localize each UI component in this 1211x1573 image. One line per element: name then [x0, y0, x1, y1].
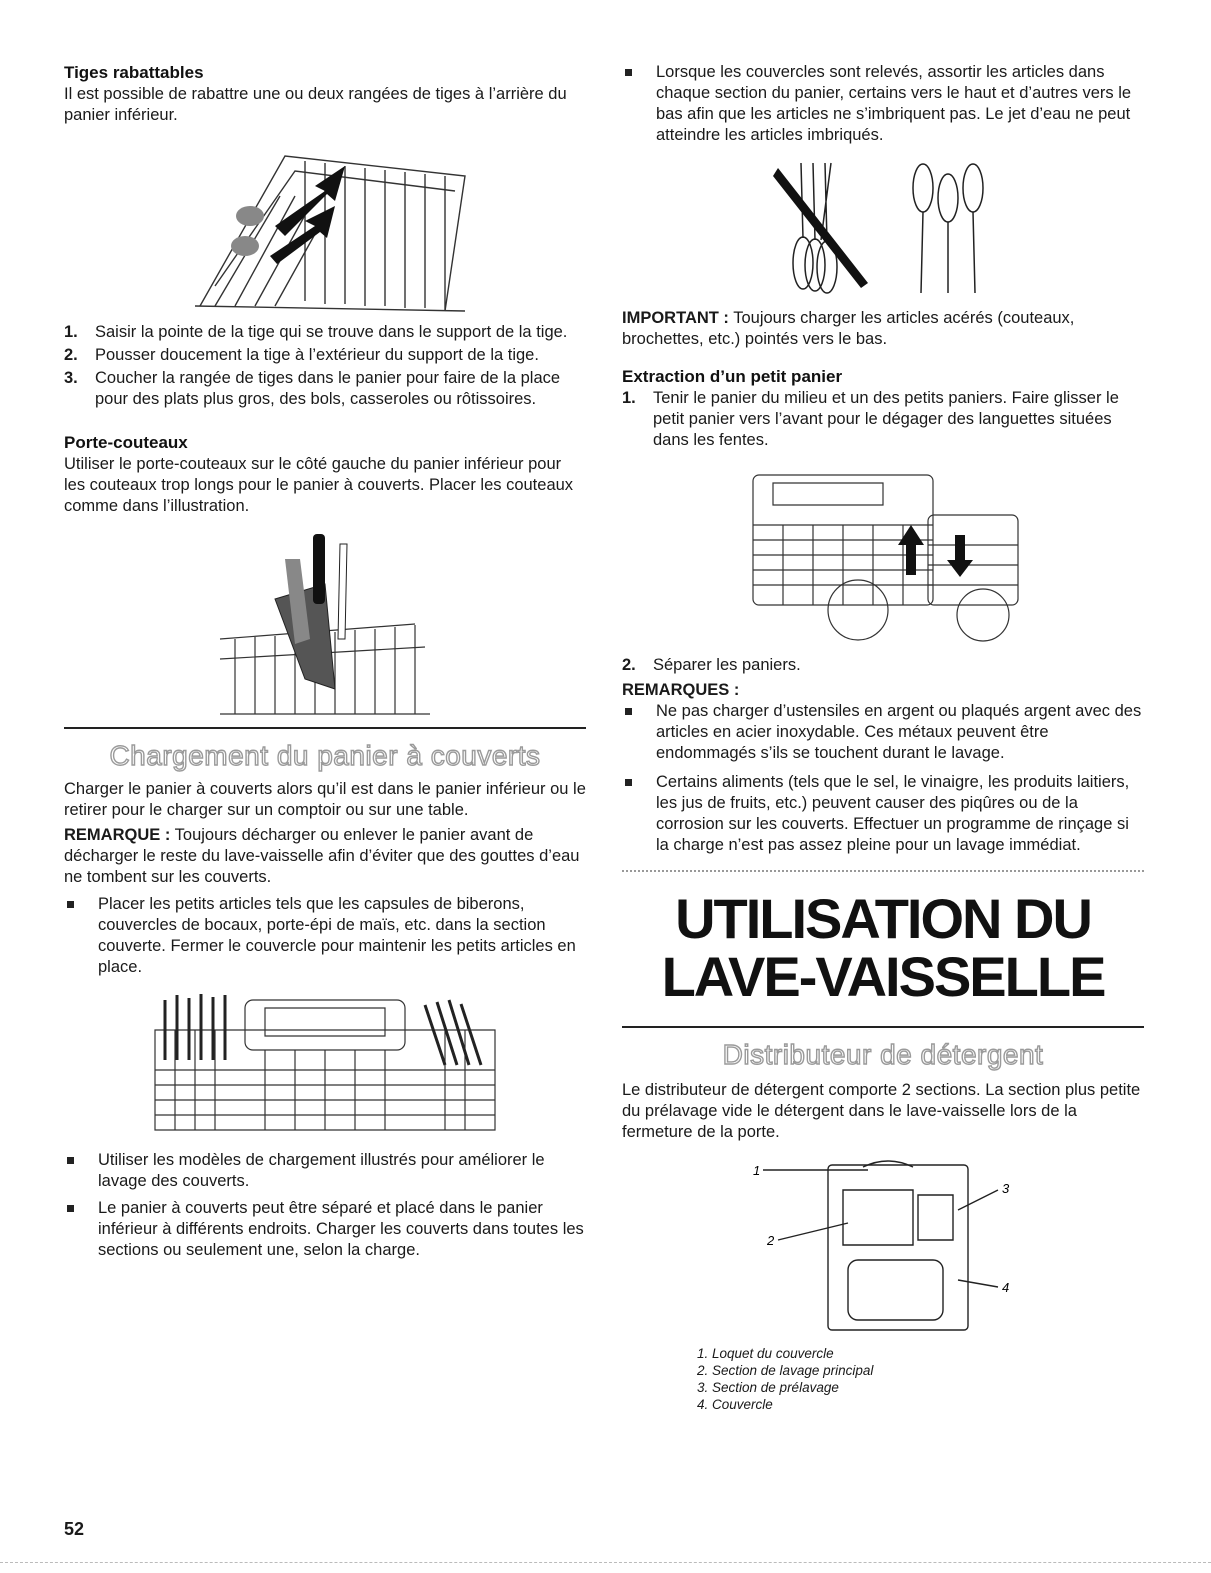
remarks-label: REMARQUES : [622, 681, 740, 699]
tines-intro: Il est possible de rabattre une ou deux rangées de tiges à l’arrière du panier inférieur. [64, 85, 567, 124]
list-item: 2. Pousser doucement la tige à l’extérieur du support de la tige. [64, 346, 539, 364]
list-item: Lorsque les couvercles sont relevés, assortir les articles dans chaque section du panier, certains vers le haut et d’autres vers le bas afin que les articles ne s’imbriquent pas. Le jet d’eau ne peut atteindre les articles imbriqués. [622, 62, 1144, 146]
list-item: 1. Saisir la pointe de la tige qui se trouve dans le support de la tige. [64, 323, 568, 341]
detergent-section-heading: Distributeur de détergent [722, 1039, 1044, 1070]
callout-4: 4 [1002, 1280, 1010, 1295]
tines-figure [64, 136, 586, 316]
rack-tines-illustration [175, 136, 475, 316]
tines-heading: Tiges rabattables [64, 63, 204, 82]
dispenser-legend [622, 1345, 1144, 1413]
note-text: Toujours décharger ou enlever le panier avant de décharger le reste du lave-vaisselle afin d’éviter que des gouttes d’eau ne tombent sur les couverts. [64, 826, 580, 886]
list-item: Certains aliments (tels que le sel, le vinaigre, les produits laitiers, les jus de fruits, etc.) peuvent causer des piqûres ou de la corrosion sur les couverts. Effectuer un programme de rinçage si la charge n’est pas assez pleine pour un lavage immédiat. [622, 772, 1144, 856]
bullet-icon [67, 1205, 74, 1212]
legend-item: 4. Couvercle [697, 1397, 773, 1412]
list-item: Le panier à couverts peut être séparé et placé dans le panier inférieur à différents endroits. Charger les couverts dans toutes les sections ou seulement une, selon la charge. [64, 1198, 586, 1261]
basket-bullets-top [64, 894, 586, 978]
page-number: 52 [64, 1519, 85, 1539]
section-divider [622, 1026, 1144, 1028]
callout-3: 3 [1002, 1181, 1010, 1196]
list-item: Ne pas charger d’ustensiles en argent ou plaqués argent avec des articles en acier inoxydable. Ces métaux peuvent être endommagés s’ils se touchent durant le lavage. [622, 701, 1144, 764]
right-column [622, 62, 1144, 1413]
remarks-list [622, 701, 1144, 856]
legend-item: 3. Section de prélavage [697, 1380, 839, 1395]
section-divider [64, 727, 586, 729]
knife-figure [64, 529, 586, 719]
extraction-step-2 [622, 655, 1144, 676]
page-title-line-1: UTILISATION DU [675, 887, 1091, 950]
callout-1: 1 [753, 1163, 761, 1178]
knife-holder-illustration [215, 529, 435, 719]
list-item: 2. Séparer les paniers. [622, 656, 801, 674]
bullet-icon [67, 901, 74, 908]
bullet-icon [625, 69, 632, 76]
basket-section-heading: Chargement du panier à couverts [109, 740, 541, 771]
list-item: Placer les petits articles tels que les capsules de biberons, couvercles de bocaux, porte-épi de maïs, etc. dans la section couverte. Fermer le couvercle pour maintenir les petits articles en place. [64, 894, 586, 978]
knife-heading: Porte-couteaux [64, 433, 188, 452]
bullet-icon [625, 779, 632, 786]
nesting-figure [622, 158, 1144, 298]
detergent-text: Le distributeur de détergent comporte 2 sections. La section plus petite du prélavage vide le détergent dans le lave-vaisselle lors de la fermeture de la porte. [622, 1081, 1141, 1141]
important-note [622, 308, 1144, 350]
legend-item: 2. Section de lavage principal [697, 1363, 874, 1378]
nested-spoons-illustration [773, 158, 993, 298]
knife-text: Utiliser le porte-couteaux sur le côté gauche du panier inférieur pour les couteaux trop longs pour le panier à couverts. Placer les couteaux comme dans l’illustration. [64, 455, 574, 515]
dispenser-figure [622, 1155, 1144, 1335]
extraction-step-1 [622, 388, 1144, 451]
detergent-dispenser-illustration [753, 1155, 1013, 1335]
bullet-icon [625, 708, 632, 715]
cutlery-basket-figure [64, 990, 586, 1140]
list-item: 3. Coucher la rangée de tiges dans le panier pour faire de la place pour des plats plus gros, des bols, casseroles ou rôtissoires. [64, 369, 561, 408]
legend-item: 1. Loquet du couvercle [697, 1346, 834, 1361]
note-label: REMARQUE : [64, 826, 171, 844]
small-basket-removal-illustration [743, 465, 1023, 645]
important-text: Toujours charger les articles acérés (couteaux, brochettes, etc.) pointés vers le bas. [622, 309, 1075, 348]
page-title-line-2: LAVE-VAISSELLE [661, 945, 1105, 1008]
nesting-bullet [622, 62, 1144, 146]
basket-bullets-bottom [64, 1150, 586, 1261]
left-column [64, 62, 586, 1261]
important-label: IMPORTANT : [622, 309, 729, 327]
footer-divider [0, 1562, 1211, 1563]
extraction-figure [622, 465, 1144, 645]
extraction-heading: Extraction d’un petit panier [622, 367, 843, 386]
basket-note [64, 825, 586, 888]
bullet-icon [67, 1157, 74, 1164]
basket-intro: Charger le panier à couverts alors qu’il est dans le panier inférieur ou le retirer pour le charger sur un comptoir ou sur une table. [64, 780, 586, 819]
callout-2: 2 [767, 1233, 775, 1248]
tines-steps [64, 322, 586, 410]
cutlery-basket-illustration [145, 990, 505, 1140]
list-item: 1. Tenir le panier du milieu et un des petits paniers. Faire glisser le petit panier vers l’avant pour le dégager des languettes situées dans les fentes. [622, 389, 1119, 449]
page-title [622, 887, 1144, 1008]
list-item: Utiliser les modèles de chargement illustrés pour améliorer le lavage des couverts. [64, 1150, 586, 1192]
dotted-divider [622, 870, 1144, 872]
